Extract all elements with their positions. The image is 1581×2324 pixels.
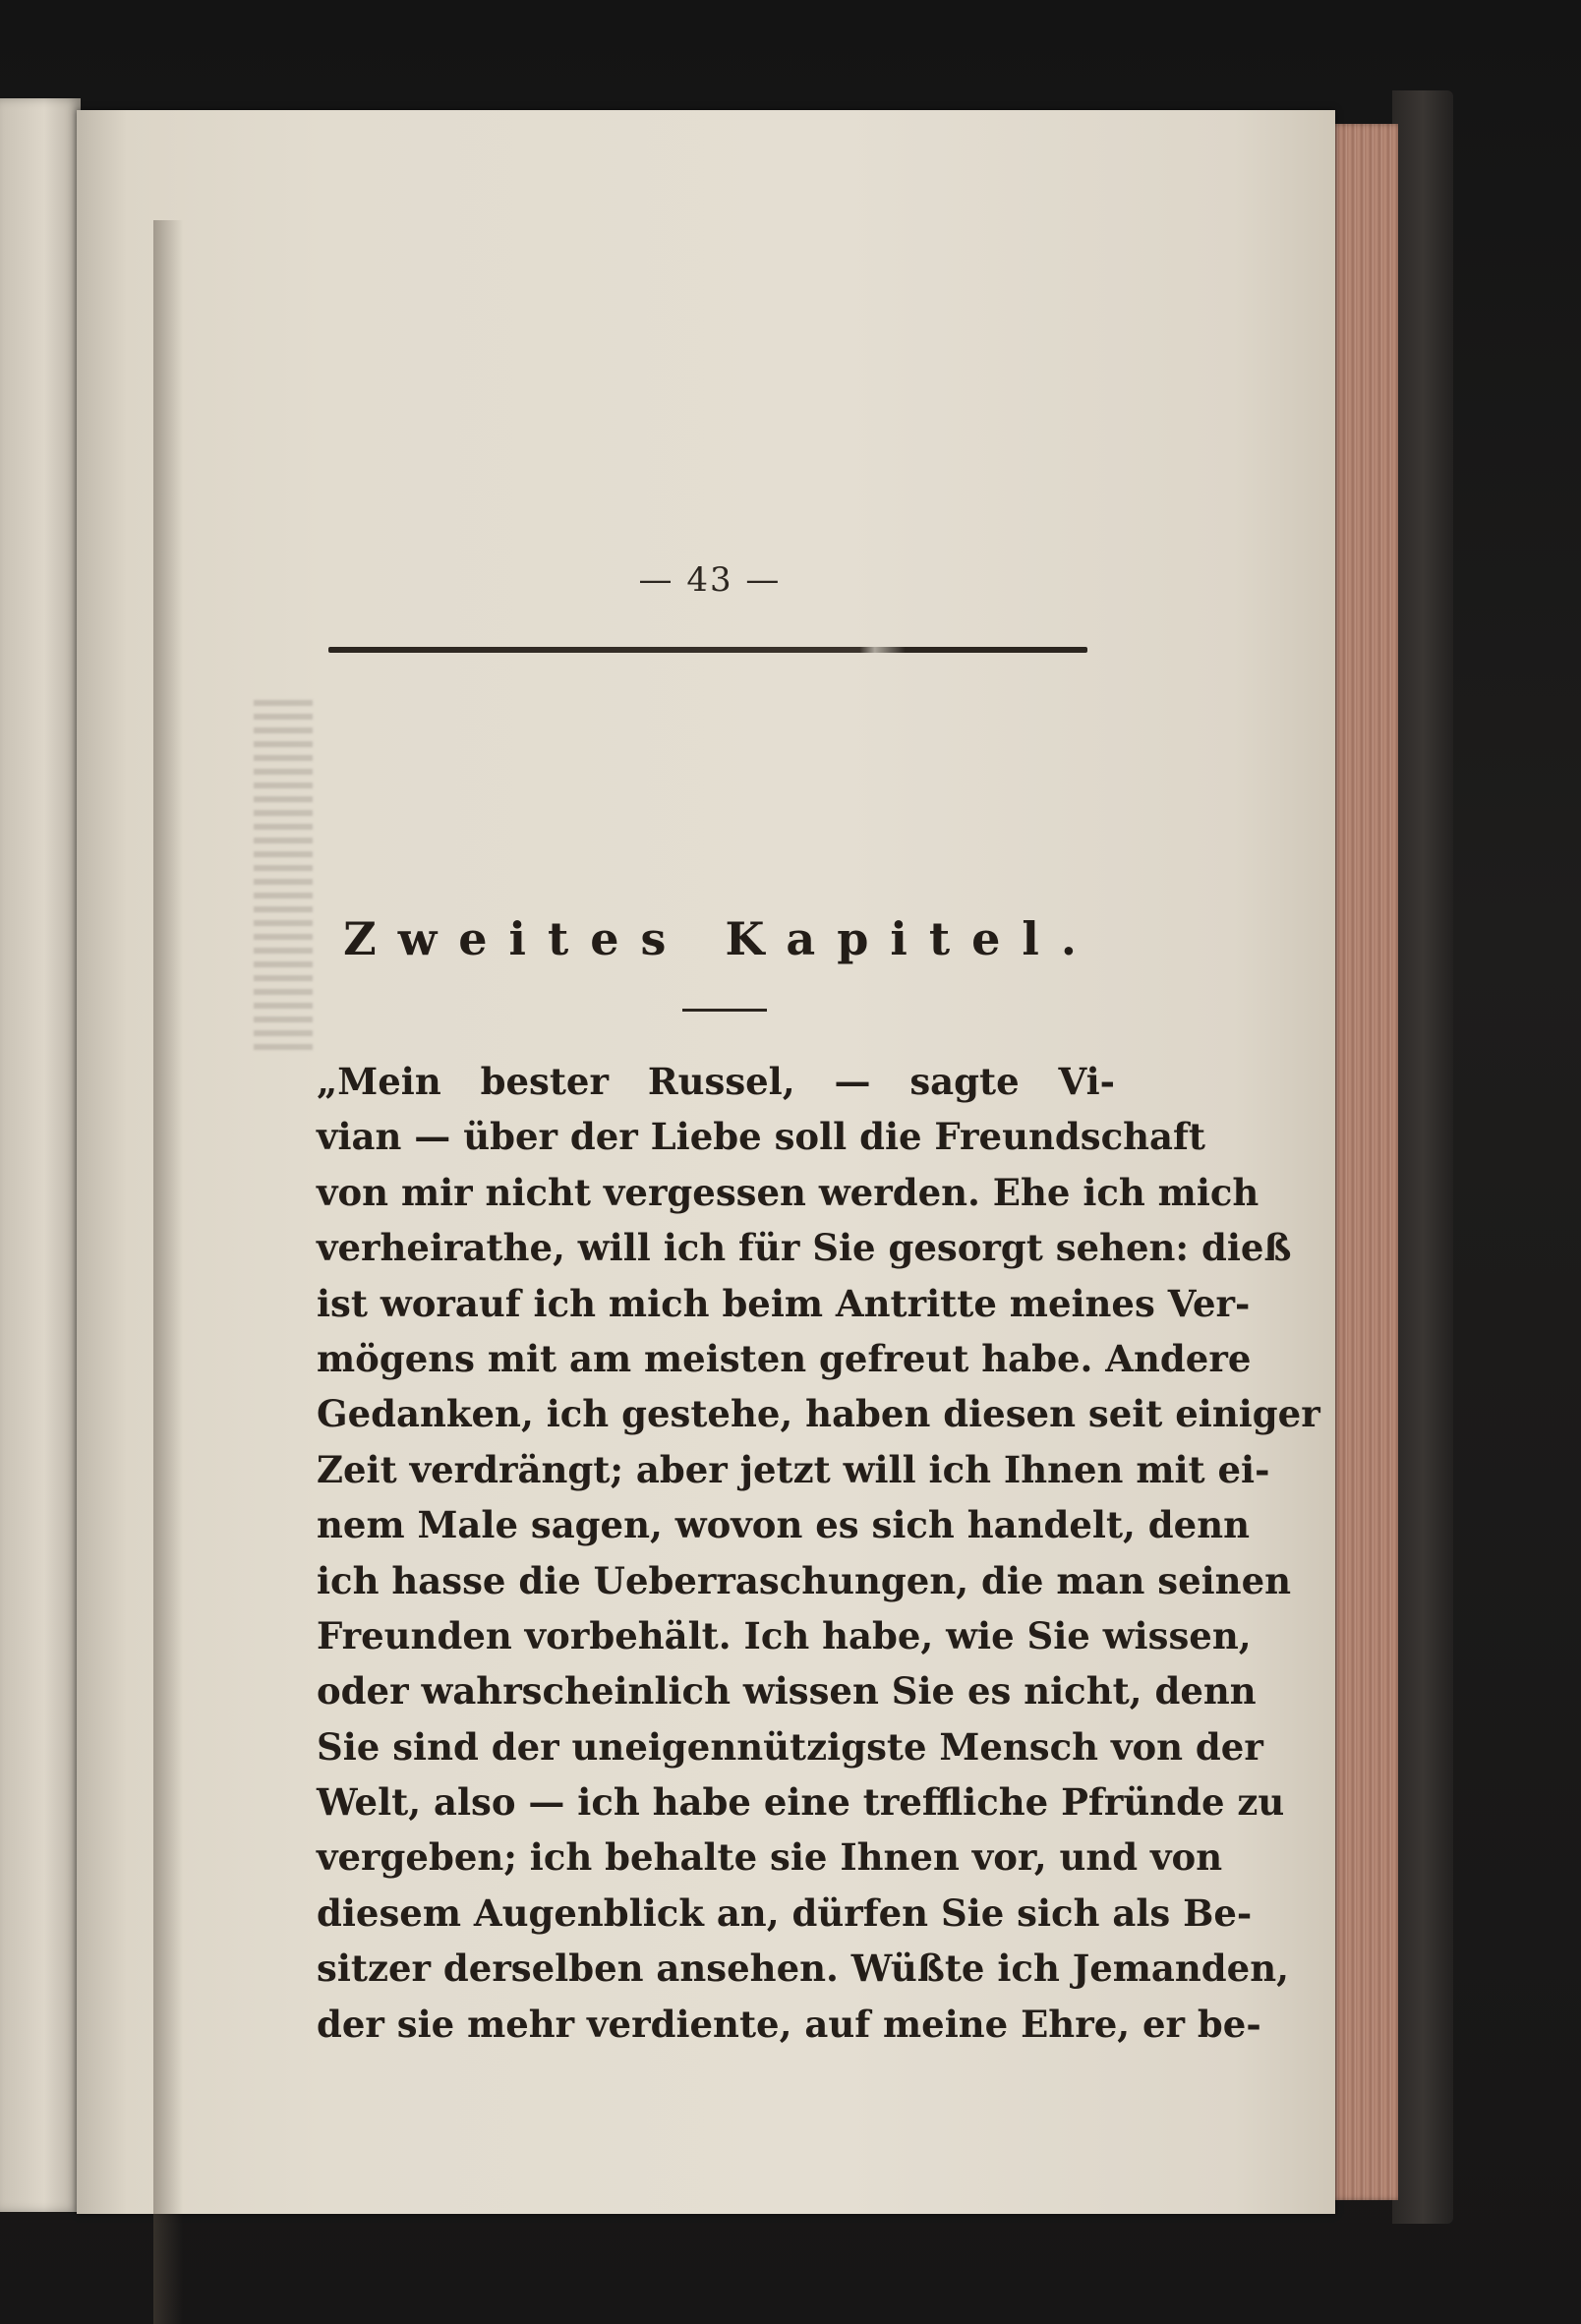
show-through-marks (254, 700, 313, 1054)
text-line: oder wahrscheinlich wissen Sie es nicht, denn (317, 1669, 1257, 1714)
text-line: von mir nicht vergessen werden. Ehe ich mich (317, 1170, 1259, 1214)
text-line: Sie sind der uneigennützigste Mensch von der (317, 1724, 1263, 1769)
book-page (77, 110, 1335, 2214)
header-rule (328, 647, 1087, 653)
text-line: „Mein bester Russel, — sagte Vi- (317, 1060, 1115, 1103)
body-text (317, 1054, 1320, 2052)
text-line: Zeit verdrängt; aber jetzt will ich Ihnen mit ei- (317, 1447, 1270, 1491)
chapter-title: Zweites Kapitel. (343, 912, 1098, 965)
text-line: diesem Augenblick an, dürfen Sie sich als Be- (317, 1890, 1253, 1935)
text-line: vian — über der Liebe soll die Freundschaft (317, 1115, 1205, 1159)
text-line: nem Male sagen, wovon es sich handelt, denn (317, 1503, 1251, 1547)
text-line: ich hasse die Ueberraschungen, die man seinen (317, 1558, 1292, 1602)
text-line: Welt, also — ich habe eine treffliche Pfründe zu (317, 1780, 1285, 1825)
text-line: Freunden vorbehält. Ich habe, wie Sie wissen, (317, 1613, 1252, 1657)
chapter-rule (682, 1009, 767, 1012)
text-line: ist worauf ich mich beim Antritte meines Ver- (317, 1281, 1251, 1325)
text-line: mögens mit am meisten gefreut habe. Andere (317, 1336, 1252, 1380)
page-number: — 43 — (638, 560, 782, 600)
text-line: sitzer derselben ansehen. Wüßte ich Jemanden, (317, 1946, 1289, 1991)
spine-shadow (153, 220, 183, 2324)
text-line: vergeben; ich behalte sie Ihnen vor, und von (317, 1835, 1223, 1880)
text-line: verheirathe, will ich für Sie gesorgt sehen: dieß (317, 1226, 1292, 1270)
page-block-edge (1329, 124, 1398, 2200)
text-line: Gedanken, ich gestehe, haben diesen seit einiger (317, 1392, 1320, 1436)
facing-page-edge (0, 98, 81, 2212)
text-line: der sie mehr verdiente, auf meine Ehre, er be- (317, 2002, 1261, 2046)
book-cover-edge (1392, 90, 1453, 2224)
